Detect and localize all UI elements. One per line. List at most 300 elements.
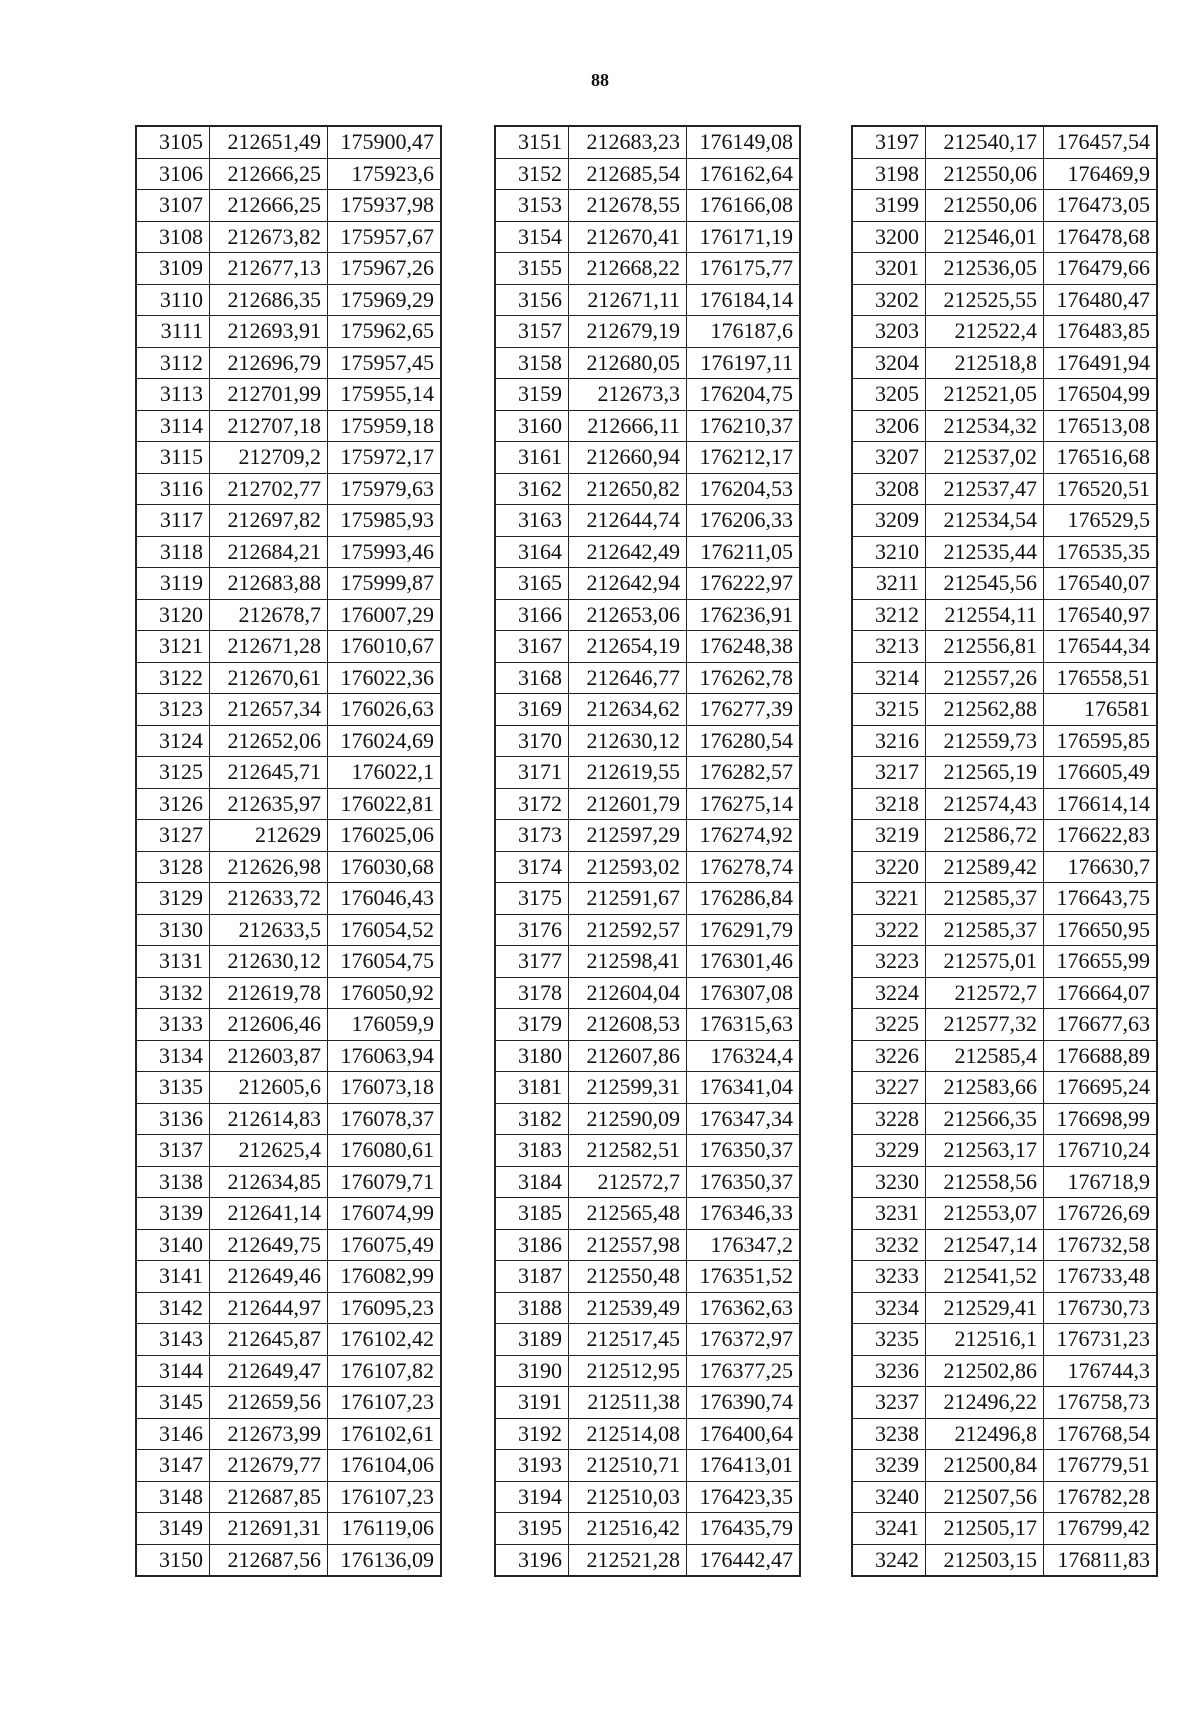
point-number-cell: 3180 xyxy=(495,1040,569,1072)
table-row xyxy=(495,1324,800,1356)
x-coordinate-cell: 212608,53 xyxy=(569,1009,687,1041)
table-row xyxy=(495,694,800,726)
table-row xyxy=(495,662,800,694)
table-row xyxy=(495,788,800,820)
point-number-cell: 3236 xyxy=(852,1355,926,1387)
table-row xyxy=(495,347,800,379)
point-number-cell: 3235 xyxy=(852,1324,926,1356)
point-number-cell: 3194 xyxy=(495,1481,569,1513)
point-number-cell: 3191 xyxy=(495,1387,569,1419)
x-coordinate-cell: 212679,19 xyxy=(569,316,687,348)
y-coordinate-cell: 176107,23 xyxy=(328,1387,442,1419)
y-coordinate-cell: 176107,82 xyxy=(328,1355,442,1387)
y-coordinate-cell: 176730,73 xyxy=(1044,1292,1158,1324)
table-row xyxy=(495,946,800,978)
table-row xyxy=(495,1450,800,1482)
y-coordinate-cell: 176529,5 xyxy=(1044,505,1158,537)
x-coordinate-cell: 212619,55 xyxy=(569,757,687,789)
table-row xyxy=(852,568,1157,600)
y-coordinate-cell: 176614,14 xyxy=(1044,788,1158,820)
y-coordinate-cell: 175967,26 xyxy=(328,253,442,285)
x-coordinate-cell: 212671,11 xyxy=(569,284,687,316)
point-number-cell: 3138 xyxy=(136,1166,210,1198)
table-row xyxy=(136,1135,441,1167)
table-row xyxy=(852,631,1157,663)
y-coordinate-cell: 176286,84 xyxy=(687,883,801,915)
point-number-cell: 3211 xyxy=(852,568,926,600)
y-coordinate-cell: 176248,38 xyxy=(687,631,801,663)
point-number-cell: 3126 xyxy=(136,788,210,820)
point-number-cell: 3206 xyxy=(852,410,926,442)
point-number-cell: 3224 xyxy=(852,977,926,1009)
point-number-cell: 3125 xyxy=(136,757,210,789)
y-coordinate-cell: 176362,63 xyxy=(687,1292,801,1324)
y-coordinate-cell: 176022,1 xyxy=(328,757,442,789)
x-coordinate-cell: 212536,05 xyxy=(926,253,1044,285)
x-coordinate-cell: 212659,56 xyxy=(210,1387,328,1419)
x-coordinate-cell: 212693,91 xyxy=(210,316,328,348)
y-coordinate-cell: 176664,07 xyxy=(1044,977,1158,1009)
y-coordinate-cell: 176211,05 xyxy=(687,536,801,568)
point-number-cell: 3197 xyxy=(852,126,926,158)
table-row xyxy=(495,253,800,285)
point-number-cell: 3137 xyxy=(136,1135,210,1167)
table-row xyxy=(136,253,441,285)
point-number-cell: 3159 xyxy=(495,379,569,411)
y-coordinate-cell: 176513,08 xyxy=(1044,410,1158,442)
point-number-cell: 3128 xyxy=(136,851,210,883)
point-number-cell: 3210 xyxy=(852,536,926,568)
y-coordinate-cell: 176022,81 xyxy=(328,788,442,820)
point-number-cell: 3110 xyxy=(136,284,210,316)
point-number-cell: 3213 xyxy=(852,631,926,663)
table-row xyxy=(495,631,800,663)
x-coordinate-cell: 212673,82 xyxy=(210,221,328,253)
point-number-cell: 3193 xyxy=(495,1450,569,1482)
y-coordinate-cell: 176350,37 xyxy=(687,1166,801,1198)
y-coordinate-cell: 175957,45 xyxy=(328,347,442,379)
x-coordinate-cell: 212517,45 xyxy=(569,1324,687,1356)
point-number-cell: 3218 xyxy=(852,788,926,820)
y-coordinate-cell: 176025,06 xyxy=(328,820,442,852)
point-number-cell: 3212 xyxy=(852,599,926,631)
table-row xyxy=(852,1072,1157,1104)
table-row xyxy=(852,442,1157,474)
point-number-cell: 3182 xyxy=(495,1103,569,1135)
y-coordinate-cell: 176210,37 xyxy=(687,410,801,442)
y-coordinate-cell: 176212,17 xyxy=(687,442,801,474)
x-coordinate-cell: 212545,56 xyxy=(926,568,1044,600)
y-coordinate-cell: 176102,42 xyxy=(328,1324,442,1356)
x-coordinate-cell: 212603,87 xyxy=(210,1040,328,1072)
x-coordinate-cell: 212510,71 xyxy=(569,1450,687,1482)
point-number-cell: 3122 xyxy=(136,662,210,694)
x-coordinate-cell: 212707,18 xyxy=(210,410,328,442)
y-coordinate-cell: 176726,69 xyxy=(1044,1198,1158,1230)
y-coordinate-cell: 176581 xyxy=(1044,694,1158,726)
point-number-cell: 3167 xyxy=(495,631,569,663)
x-coordinate-cell: 212677,13 xyxy=(210,253,328,285)
y-coordinate-cell: 176744,3 xyxy=(1044,1355,1158,1387)
x-coordinate-cell: 212514,08 xyxy=(569,1418,687,1450)
table-row xyxy=(852,126,1157,158)
x-coordinate-cell: 212599,31 xyxy=(569,1072,687,1104)
point-number-cell: 3127 xyxy=(136,820,210,852)
point-number-cell: 3216 xyxy=(852,725,926,757)
y-coordinate-cell: 176030,68 xyxy=(328,851,442,883)
x-coordinate-cell: 212683,23 xyxy=(569,126,687,158)
y-coordinate-cell: 176677,63 xyxy=(1044,1009,1158,1041)
coordinates-table-2 xyxy=(494,125,801,1577)
y-coordinate-cell: 176483,85 xyxy=(1044,316,1158,348)
y-coordinate-cell: 176558,51 xyxy=(1044,662,1158,694)
table-row xyxy=(495,883,800,915)
x-coordinate-cell: 212525,55 xyxy=(926,284,1044,316)
y-coordinate-cell: 176022,36 xyxy=(328,662,442,694)
point-number-cell: 3118 xyxy=(136,536,210,568)
table-row xyxy=(495,757,800,789)
table-row xyxy=(852,284,1157,316)
table-row xyxy=(136,536,441,568)
table-row xyxy=(852,379,1157,411)
table-row xyxy=(852,1387,1157,1419)
table-row xyxy=(136,568,441,600)
point-number-cell: 3225 xyxy=(852,1009,926,1041)
point-number-cell: 3215 xyxy=(852,694,926,726)
y-coordinate-cell: 176102,61 xyxy=(328,1418,442,1450)
point-number-cell: 3208 xyxy=(852,473,926,505)
x-coordinate-cell: 212585,4 xyxy=(926,1040,1044,1072)
table-row xyxy=(852,1513,1157,1545)
y-coordinate-cell: 176688,89 xyxy=(1044,1040,1158,1072)
table-row xyxy=(136,410,441,442)
x-coordinate-cell: 212534,54 xyxy=(926,505,1044,537)
y-coordinate-cell: 176007,29 xyxy=(328,599,442,631)
table-row xyxy=(852,851,1157,883)
y-coordinate-cell: 176479,66 xyxy=(1044,253,1158,285)
y-coordinate-cell: 176206,33 xyxy=(687,505,801,537)
x-coordinate-cell: 212575,01 xyxy=(926,946,1044,978)
point-number-cell: 3234 xyxy=(852,1292,926,1324)
table-row xyxy=(852,536,1157,568)
point-number-cell: 3201 xyxy=(852,253,926,285)
table-row xyxy=(136,505,441,537)
x-coordinate-cell: 212503,15 xyxy=(926,1544,1044,1576)
point-number-cell: 3187 xyxy=(495,1261,569,1293)
table-row xyxy=(495,126,800,158)
x-coordinate-cell: 212653,06 xyxy=(569,599,687,631)
point-number-cell: 3232 xyxy=(852,1229,926,1261)
point-number-cell: 3207 xyxy=(852,442,926,474)
y-coordinate-cell: 176540,07 xyxy=(1044,568,1158,600)
table-row xyxy=(495,851,800,883)
y-coordinate-cell: 176768,54 xyxy=(1044,1418,1158,1450)
table-row xyxy=(136,1198,441,1230)
table-row xyxy=(852,883,1157,915)
table-row xyxy=(495,1513,800,1545)
point-number-cell: 3123 xyxy=(136,694,210,726)
x-coordinate-cell: 212505,17 xyxy=(926,1513,1044,1545)
point-number-cell: 3153 xyxy=(495,190,569,222)
x-coordinate-cell: 212652,06 xyxy=(210,725,328,757)
table-row xyxy=(852,1166,1157,1198)
y-coordinate-cell: 176733,48 xyxy=(1044,1261,1158,1293)
point-number-cell: 3202 xyxy=(852,284,926,316)
x-coordinate-cell: 212574,43 xyxy=(926,788,1044,820)
table-row xyxy=(136,946,441,978)
y-coordinate-cell: 176171,19 xyxy=(687,221,801,253)
x-coordinate-cell: 212572,7 xyxy=(926,977,1044,1009)
table-row xyxy=(136,1229,441,1261)
x-coordinate-cell: 212541,52 xyxy=(926,1261,1044,1293)
y-coordinate-cell: 176799,42 xyxy=(1044,1513,1158,1545)
table-row xyxy=(136,977,441,1009)
point-number-cell: 3152 xyxy=(495,158,569,190)
x-coordinate-cell: 212619,78 xyxy=(210,977,328,1009)
x-coordinate-cell: 212645,87 xyxy=(210,1324,328,1356)
table-row xyxy=(136,725,441,757)
point-number-cell: 3132 xyxy=(136,977,210,1009)
x-coordinate-cell: 212550,06 xyxy=(926,158,1044,190)
table-row xyxy=(136,631,441,663)
y-coordinate-cell: 176643,75 xyxy=(1044,883,1158,915)
point-number-cell: 3133 xyxy=(136,1009,210,1041)
y-coordinate-cell: 176175,77 xyxy=(687,253,801,285)
table-row xyxy=(136,757,441,789)
table-row xyxy=(495,284,800,316)
x-coordinate-cell: 212522,4 xyxy=(926,316,1044,348)
table-row xyxy=(495,599,800,631)
y-coordinate-cell: 176282,57 xyxy=(687,757,801,789)
x-coordinate-cell: 212654,19 xyxy=(569,631,687,663)
y-coordinate-cell: 176291,79 xyxy=(687,914,801,946)
y-coordinate-cell: 176236,91 xyxy=(687,599,801,631)
point-number-cell: 3230 xyxy=(852,1166,926,1198)
x-coordinate-cell: 212679,77 xyxy=(210,1450,328,1482)
x-coordinate-cell: 212697,82 xyxy=(210,505,328,537)
y-coordinate-cell: 176346,33 xyxy=(687,1198,801,1230)
table-row xyxy=(495,725,800,757)
y-coordinate-cell: 176222,97 xyxy=(687,568,801,600)
y-coordinate-cell: 176095,23 xyxy=(328,1292,442,1324)
y-coordinate-cell: 175969,29 xyxy=(328,284,442,316)
x-coordinate-cell: 212586,72 xyxy=(926,820,1044,852)
table-row xyxy=(495,190,800,222)
y-coordinate-cell: 176630,7 xyxy=(1044,851,1158,883)
x-coordinate-cell: 212660,94 xyxy=(569,442,687,474)
table-row xyxy=(852,347,1157,379)
x-coordinate-cell: 212642,94 xyxy=(569,568,687,600)
table-row xyxy=(136,1261,441,1293)
table-row xyxy=(852,1292,1157,1324)
x-coordinate-cell: 212641,14 xyxy=(210,1198,328,1230)
point-number-cell: 3192 xyxy=(495,1418,569,1450)
table-row xyxy=(852,473,1157,505)
x-coordinate-cell: 212671,28 xyxy=(210,631,328,663)
table-row xyxy=(495,1418,800,1450)
x-coordinate-cell: 212687,56 xyxy=(210,1544,328,1576)
point-number-cell: 3214 xyxy=(852,662,926,694)
point-number-cell: 3220 xyxy=(852,851,926,883)
table-row xyxy=(852,1324,1157,1356)
point-number-cell: 3227 xyxy=(852,1072,926,1104)
y-coordinate-cell: 176351,52 xyxy=(687,1261,801,1293)
y-coordinate-cell: 176423,35 xyxy=(687,1481,801,1513)
x-coordinate-cell: 212597,29 xyxy=(569,820,687,852)
y-coordinate-cell: 176204,75 xyxy=(687,379,801,411)
x-coordinate-cell: 212666,25 xyxy=(210,158,328,190)
point-number-cell: 3155 xyxy=(495,253,569,285)
x-coordinate-cell: 212502,86 xyxy=(926,1355,1044,1387)
point-number-cell: 3221 xyxy=(852,883,926,915)
table-row xyxy=(495,1261,800,1293)
x-coordinate-cell: 212651,49 xyxy=(210,126,328,158)
point-number-cell: 3143 xyxy=(136,1324,210,1356)
table-row xyxy=(495,1103,800,1135)
point-number-cell: 3162 xyxy=(495,473,569,505)
table-row xyxy=(136,1103,441,1135)
point-number-cell: 3188 xyxy=(495,1292,569,1324)
point-number-cell: 3156 xyxy=(495,284,569,316)
y-coordinate-cell: 176695,24 xyxy=(1044,1072,1158,1104)
point-number-cell: 3145 xyxy=(136,1387,210,1419)
y-coordinate-cell: 175900,47 xyxy=(328,126,442,158)
y-coordinate-cell: 176372,97 xyxy=(687,1324,801,1356)
x-coordinate-cell: 212539,49 xyxy=(569,1292,687,1324)
x-coordinate-cell: 212511,38 xyxy=(569,1387,687,1419)
x-coordinate-cell: 212650,82 xyxy=(569,473,687,505)
y-coordinate-cell: 175999,87 xyxy=(328,568,442,600)
y-coordinate-cell: 176731,23 xyxy=(1044,1324,1158,1356)
x-coordinate-cell: 212642,49 xyxy=(569,536,687,568)
x-coordinate-cell: 212566,35 xyxy=(926,1103,1044,1135)
table-row xyxy=(852,1040,1157,1072)
table-row xyxy=(136,788,441,820)
x-coordinate-cell: 212673,99 xyxy=(210,1418,328,1450)
x-coordinate-cell: 212701,99 xyxy=(210,379,328,411)
table-row xyxy=(852,1355,1157,1387)
point-number-cell: 3135 xyxy=(136,1072,210,1104)
table-row xyxy=(852,1418,1157,1450)
x-coordinate-cell: 212644,97 xyxy=(210,1292,328,1324)
y-coordinate-cell: 176347,34 xyxy=(687,1103,801,1135)
point-number-cell: 3222 xyxy=(852,914,926,946)
x-coordinate-cell: 212535,44 xyxy=(926,536,1044,568)
table-row xyxy=(495,1387,800,1419)
point-number-cell: 3148 xyxy=(136,1481,210,1513)
y-coordinate-cell: 176520,51 xyxy=(1044,473,1158,505)
point-number-cell: 3109 xyxy=(136,253,210,285)
y-coordinate-cell: 176054,52 xyxy=(328,914,442,946)
y-coordinate-cell: 176504,99 xyxy=(1044,379,1158,411)
y-coordinate-cell: 176413,01 xyxy=(687,1450,801,1482)
table-row xyxy=(136,1324,441,1356)
point-number-cell: 3114 xyxy=(136,410,210,442)
y-coordinate-cell: 176544,34 xyxy=(1044,631,1158,663)
y-coordinate-cell: 176435,79 xyxy=(687,1513,801,1545)
point-number-cell: 3111 xyxy=(136,316,210,348)
y-coordinate-cell: 175957,67 xyxy=(328,221,442,253)
y-coordinate-cell: 176079,71 xyxy=(328,1166,442,1198)
x-coordinate-cell: 212601,79 xyxy=(569,788,687,820)
x-coordinate-cell: 212572,7 xyxy=(569,1166,687,1198)
table-row xyxy=(495,1229,800,1261)
table-row xyxy=(852,1009,1157,1041)
y-coordinate-cell: 176280,54 xyxy=(687,725,801,757)
y-coordinate-cell: 176480,47 xyxy=(1044,284,1158,316)
table-row xyxy=(495,1009,800,1041)
y-coordinate-cell: 176010,67 xyxy=(328,631,442,663)
table-row xyxy=(852,1229,1157,1261)
y-coordinate-cell: 176516,68 xyxy=(1044,442,1158,474)
table-row xyxy=(852,1103,1157,1135)
point-number-cell: 3146 xyxy=(136,1418,210,1450)
y-coordinate-cell: 176457,54 xyxy=(1044,126,1158,158)
x-coordinate-cell: 212645,71 xyxy=(210,757,328,789)
x-coordinate-cell: 212633,72 xyxy=(210,883,328,915)
y-coordinate-cell: 176710,24 xyxy=(1044,1135,1158,1167)
point-number-cell: 3149 xyxy=(136,1513,210,1545)
y-coordinate-cell: 176400,64 xyxy=(687,1418,801,1450)
table-row xyxy=(136,347,441,379)
table-row xyxy=(136,442,441,474)
y-coordinate-cell: 176024,69 xyxy=(328,725,442,757)
y-coordinate-cell: 176491,94 xyxy=(1044,347,1158,379)
point-number-cell: 3139 xyxy=(136,1198,210,1230)
table-row xyxy=(495,1544,800,1576)
x-coordinate-cell: 212605,6 xyxy=(210,1072,328,1104)
x-coordinate-cell: 212606,46 xyxy=(210,1009,328,1041)
table-row xyxy=(852,977,1157,1009)
point-number-cell: 3177 xyxy=(495,946,569,978)
point-number-cell: 3183 xyxy=(495,1135,569,1167)
point-number-cell: 3142 xyxy=(136,1292,210,1324)
point-number-cell: 3140 xyxy=(136,1229,210,1261)
y-coordinate-cell: 176347,2 xyxy=(687,1229,801,1261)
x-coordinate-cell: 212558,56 xyxy=(926,1166,1044,1198)
x-coordinate-cell: 212518,8 xyxy=(926,347,1044,379)
point-number-cell: 3154 xyxy=(495,221,569,253)
table-row xyxy=(136,316,441,348)
point-number-cell: 3209 xyxy=(852,505,926,537)
table-row xyxy=(852,158,1157,190)
table-row xyxy=(136,883,441,915)
x-coordinate-cell: 212496,22 xyxy=(926,1387,1044,1419)
x-coordinate-cell: 212516,42 xyxy=(569,1513,687,1545)
table-row xyxy=(136,221,441,253)
table-row xyxy=(852,505,1157,537)
y-coordinate-cell: 176301,46 xyxy=(687,946,801,978)
point-number-cell: 3186 xyxy=(495,1229,569,1261)
y-coordinate-cell: 176187,6 xyxy=(687,316,801,348)
table-row xyxy=(495,914,800,946)
table-row xyxy=(136,1450,441,1482)
point-number-cell: 3190 xyxy=(495,1355,569,1387)
x-coordinate-cell: 212582,51 xyxy=(569,1135,687,1167)
x-coordinate-cell: 212644,74 xyxy=(569,505,687,537)
x-coordinate-cell: 212635,97 xyxy=(210,788,328,820)
point-number-cell: 3129 xyxy=(136,883,210,915)
point-number-cell: 3237 xyxy=(852,1387,926,1419)
table-row xyxy=(136,599,441,631)
table-row xyxy=(495,442,800,474)
x-coordinate-cell: 212534,32 xyxy=(926,410,1044,442)
x-coordinate-cell: 212683,88 xyxy=(210,568,328,600)
table-row xyxy=(495,1135,800,1167)
x-coordinate-cell: 212634,85 xyxy=(210,1166,328,1198)
y-coordinate-cell: 176469,9 xyxy=(1044,158,1158,190)
table-row xyxy=(852,1135,1157,1167)
